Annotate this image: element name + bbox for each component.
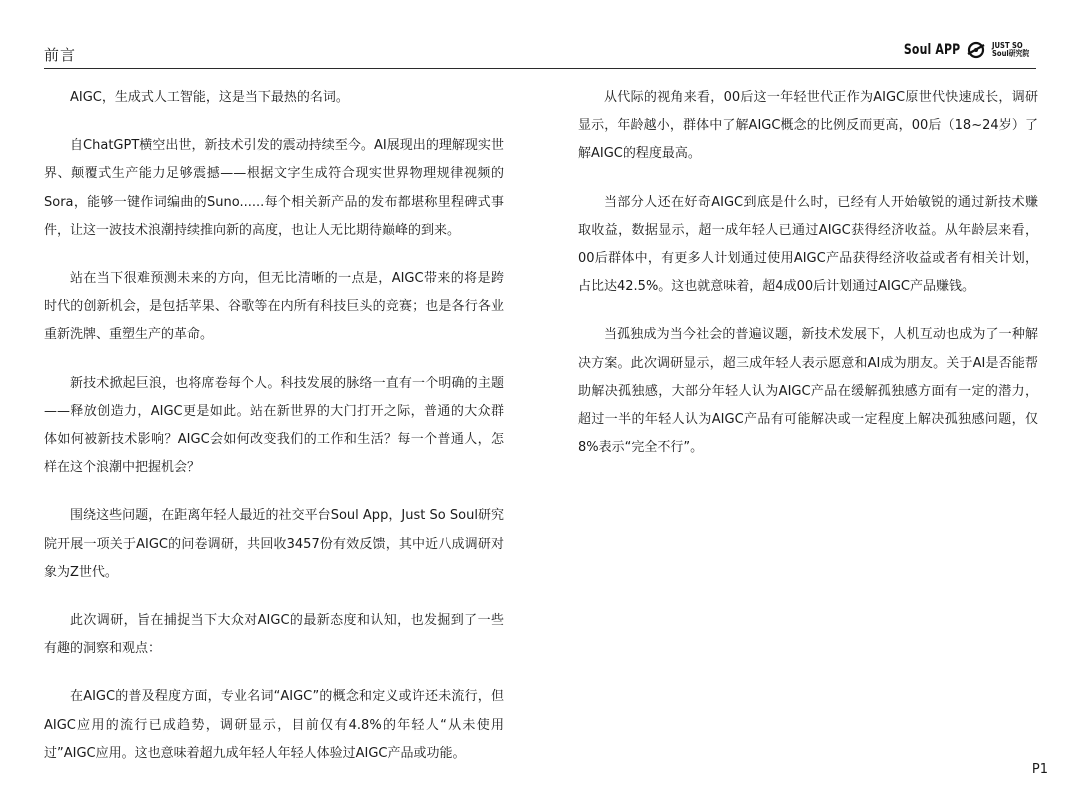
- paragraph: 在AIGC的普及程度方面，专业名词“AIGC”的概念和定义或许还未流行，但AIGC应用的流行已成趋势，调研显示，目前仅有4.8%的年轻人“从未使用过”AIGC应用。这也意味着超九成年轻人年轻人体验过AIGC产品或功能。: [44, 689, 504, 761]
- right-column: [578, 84, 1038, 482]
- brand-logo-group: [888, 41, 1036, 59]
- paragraph: 自ChatGPT横空出世，新技术引发的震动持续至今。AI展现出的理解现实世界、颠覆式生产能力足够震撼——根据文字生成符合现实世界物理规律视频的Sora，能够一键作词编曲的Suno......每个相关新产品的发布都堪称里程碑式事件，让这一波技术浪潮持续推向新的高度，也让人无比期待巅峰的到来。: [44, 138, 504, 238]
- brand-sub-line2: Soul研究院: [992, 49, 1030, 58]
- left-column: [44, 84, 504, 788]
- paragraph: 当部分人还在好奇AIGC到底是什么时，已经有人开始敏锐的通过新技术赚取收益，数据显示，超一成年轻人已通过AIGC获得经济收益。从年龄层来看，00后群体中，有更多人计划通过使用AIGC产品获得经济收益或者有相关计划，占比达42.5%。这也就意味着，超4成00后计划通过AIGC产品赚钱。: [578, 194, 1038, 295]
- paragraph: 站在当下很难预测未来的方向，但无比清晰的一点是，AIGC带来的将是跨时代的创新机会，是包括苹果、谷歌等在内所有科技巨头的竞赛；也是各行各业重新洗牌、重塑生产的革命。: [44, 271, 504, 343]
- paragraph: 当孤独成为当今社会的普遍议题，新技术发展下，人机互动也成为了一种解决方案。此次调研显示，超三成年轻人表示愿意和AI成为朋友。关于AI是否能帮助解决孤独感，大部分年轻人认为AIGC产品在缓解孤独感方面有一定的潜力，超过一半的年轻人认为AIGC产品有可能解决或一定程度上解决孤独感问题，仅8%表示“完全不行”。: [578, 327, 1038, 456]
- paragraph: 从代际的视角来看，00后这一年轻世代正作为AIGC原世代快速成长，调研显示，年龄越小，群体中了解AIGC概念的比例反而更高，00后（18~24岁）了解AIGC的程度最高。: [578, 90, 1038, 162]
- paragraph: 围绕这些问题，在距离年轻人最近的社交平台Soul App，Just So Soul研究院开展一项关于AIGC的问卷调研，共回收3457份有效反馈，其中近八成调研对象为Z世代。: [44, 508, 504, 580]
- soul-logo-icon: [965, 41, 987, 59]
- page-header: [44, 38, 1036, 69]
- section-title: 前言: [44, 46, 77, 64]
- paragraph: 此次调研，旨在捕捉当下大众对AIGC的最新态度和认知，也发掘到了一些有趣的洞察和观点：: [44, 613, 504, 657]
- brand-name: Soul APP: [903, 42, 961, 58]
- brand-subtitle: [992, 42, 1036, 58]
- page-number: P1: [1031, 762, 1048, 777]
- paragraph: 新技术掀起巨浪，也将席卷每个人。科技发展的脉络一直有一个明确的主题——释放创造力，AIGC更是如此。站在新世界的大门打开之际，普通的大众群体如何被新技术影响？AIGC会如何改变我们的工作和生活？每一个普通人，怎样在这个浪潮中把握机会？: [44, 375, 504, 476]
- paragraph: AIGC，生成式人工智能，这是当下最热的名词。: [70, 90, 349, 105]
- brand-sub-line1: JUST SO: [992, 41, 1023, 50]
